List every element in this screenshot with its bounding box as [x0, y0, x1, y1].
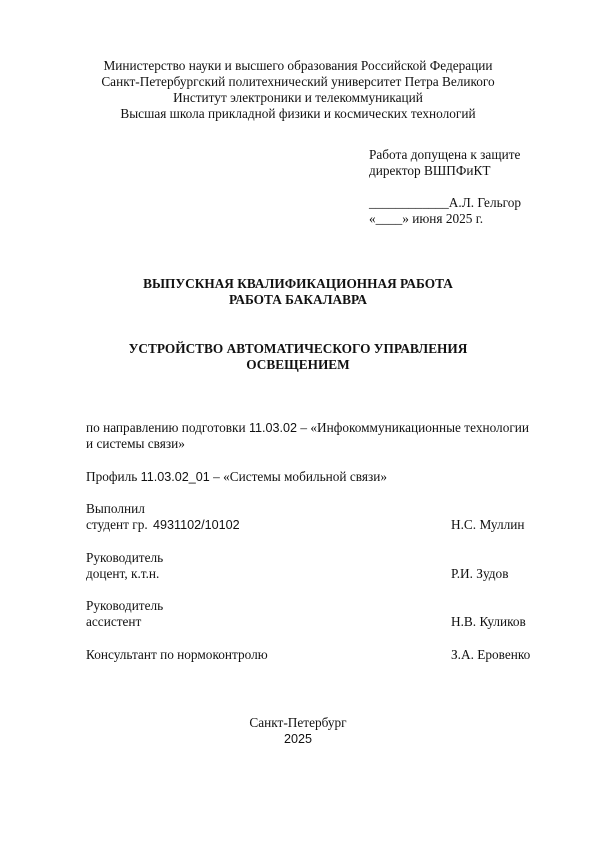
direction-name: – «Инфокоммуникационные технологии — [300, 420, 530, 435]
topic-title-line1: УСТРОЙСТВО АВТОМАТИЧЕСКОГО УПРАВЛЕНИЯ — [128, 341, 468, 356]
supervisor-label: Руководитель — [86, 550, 164, 565]
student-prefix: студент гр. — [86, 517, 148, 532]
profile-code: 11.03.02_01 — [140, 470, 210, 484]
ministry-line: Министерство науки и высшего образования Российской Федерации — [103, 58, 493, 73]
supervisor-name: Р.И. Зудов — [451, 566, 509, 581]
consultant-label: Консультант по нормоконтролю — [86, 647, 268, 662]
work-type-title: ВЫПУСКНАЯ КВАЛИФИКАЦИОННАЯ РАБОТА — [143, 276, 453, 291]
approval-line: Работа допущена к защите — [369, 147, 521, 162]
direction-line2: и системы связи» — [86, 436, 185, 451]
consultant-name: З.А. Еровенко — [451, 647, 531, 662]
institute-line: Институт электроники и телекоммуникаций — [173, 90, 423, 105]
profile-name: – «Системы мобильной связи» — [213, 469, 387, 484]
supervisor2-title: ассистент — [86, 614, 142, 629]
school-line: Высшая школа прикладной физики и космических технологий — [120, 106, 476, 121]
approval-date: «____» июня 2025 г. — [369, 211, 484, 226]
student-name: Н.С. Муллин — [451, 517, 525, 532]
footer-year: 2025 — [283, 732, 313, 746]
degree-title: РАБОТА БАКАЛАВРА — [228, 292, 368, 307]
supervisor2-label: Руководитель — [86, 598, 164, 613]
supervisor2-name: Н.В. Куликов — [451, 614, 526, 629]
direction-line1 — [86, 420, 529, 436]
director-signature: ____________А.Л. Гельгор — [369, 195, 522, 210]
profile-prefix: Профиль — [86, 469, 138, 484]
director-line: директор ВШПФиКТ — [369, 163, 491, 178]
student-group: 4931102/10102 — [153, 518, 240, 532]
direction-code: 11.03.02 — [248, 421, 298, 435]
student-line — [86, 517, 240, 533]
footer-city: Санкт-Петербург — [249, 715, 347, 730]
supervisor-title: доцент, к.т.н. — [86, 566, 160, 581]
done-label: Выполнил — [86, 501, 145, 516]
direction-prefix: по направлению подготовки — [86, 420, 246, 435]
topic-title-line2: ОСВЕЩЕНИЕМ — [246, 357, 350, 372]
university-line: Санкт-Петербургский политехнический университет Петра Великого — [101, 74, 495, 89]
profile-line — [86, 469, 387, 485]
